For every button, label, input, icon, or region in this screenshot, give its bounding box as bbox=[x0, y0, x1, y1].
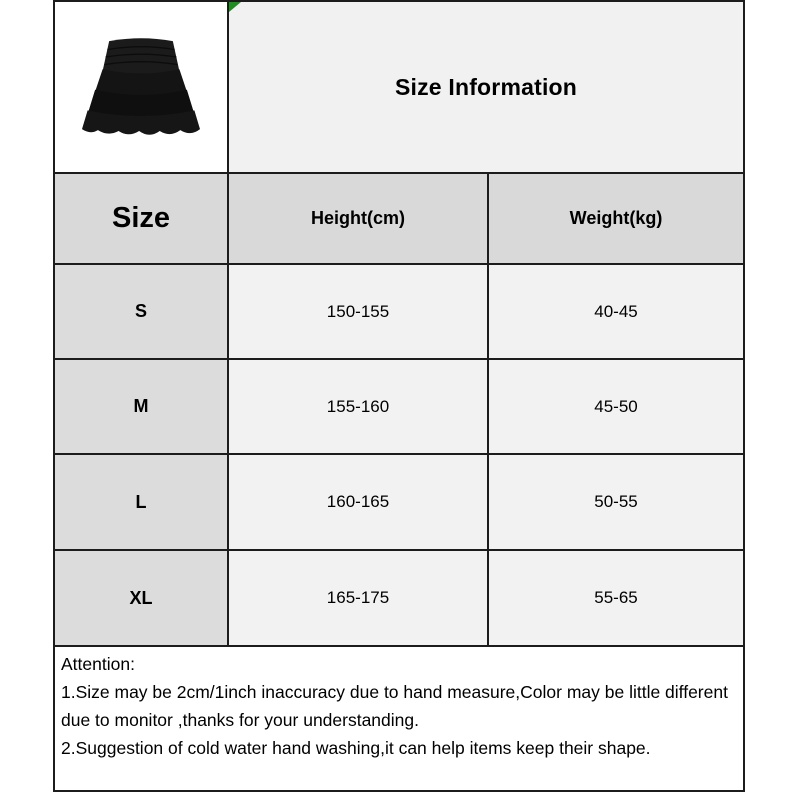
row-m-weight-value: 45-50 bbox=[489, 360, 743, 455]
row-l-weight-value: 50-55 bbox=[489, 455, 743, 551]
row-s-weight-value: 40-45 bbox=[489, 265, 743, 360]
column-header-height: Height(cm) bbox=[229, 174, 489, 265]
row-s-height-value: 150-155 bbox=[229, 265, 489, 360]
product-photo-cell bbox=[55, 2, 229, 174]
attention-section bbox=[55, 647, 743, 790]
row-m-height-value: 155-160 bbox=[229, 360, 489, 455]
column-header-size: Size bbox=[55, 174, 229, 265]
row-xl-height-value: 165-175 bbox=[229, 551, 489, 647]
row-l-height-value: 160-165 bbox=[229, 455, 489, 551]
table-title: Size Information bbox=[394, 73, 578, 100]
size-table bbox=[53, 0, 745, 792]
row-m-size-label: M bbox=[55, 360, 229, 455]
title-cell bbox=[229, 2, 743, 174]
row-s-size-label: S bbox=[55, 265, 229, 360]
attention-heading: Attention: bbox=[61, 654, 135, 674]
row-xl-weight-value: 55-65 bbox=[489, 551, 743, 647]
row-xl-size-label: XL bbox=[55, 551, 229, 647]
skirt-product-image bbox=[66, 28, 216, 146]
attention-note-1: 1.Size may be 2cm/1inch inaccuracy due to hand measure,Color may be little different due to monitor ,thanks for your understanding. bbox=[61, 682, 728, 730]
attention-note-2: 2.Suggestion of cold water hand washing,it can help items keep their shape. bbox=[61, 738, 651, 758]
column-header-weight: Weight(kg) bbox=[489, 174, 743, 265]
green-corner-marker-icon bbox=[229, 2, 241, 12]
row-l-size-label: L bbox=[55, 455, 229, 551]
